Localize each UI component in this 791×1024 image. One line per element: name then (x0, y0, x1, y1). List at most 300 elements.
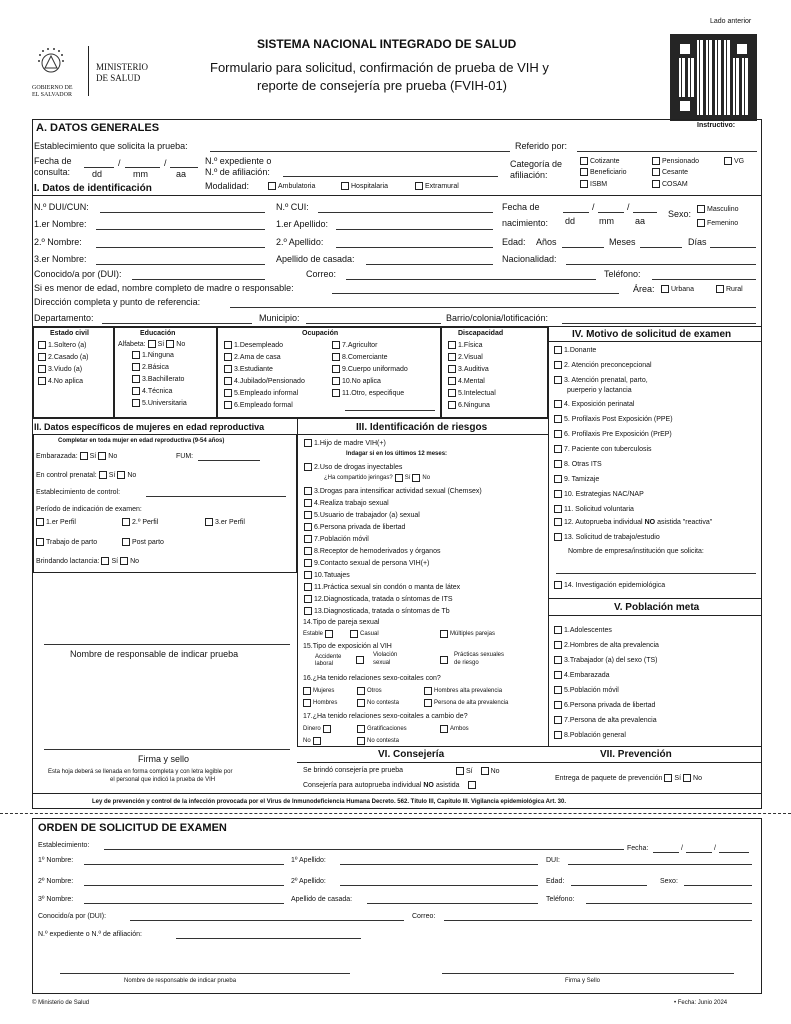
post-parto-checkbox[interactable] (122, 538, 130, 546)
nombre3-field[interactable] (96, 264, 265, 265)
disc-2-checkbox[interactable] (448, 353, 456, 361)
section-v-title: V. Población meta (614, 602, 700, 613)
casado-checkbox[interactable] (38, 353, 46, 361)
orden-sexo-label: Sexo: (660, 878, 678, 885)
ambos-label: Ambos (450, 726, 469, 732)
riesgo-15-label: 15.Tipo de exposición al VIH (303, 643, 392, 650)
referido-field[interactable] (577, 151, 757, 152)
riesgo-4-label: 6.Persona privada de libertad (314, 523, 406, 531)
disc-1-checkbox[interactable] (448, 341, 456, 349)
lactancia-no-label: No (130, 557, 140, 565)
gov-label: GOBIERNO DE (32, 85, 73, 91)
viudo-label: 3.Viudo (a) (48, 365, 83, 373)
lactancia-si-checkbox[interactable] (101, 557, 109, 565)
embarazada-si-checkbox[interactable] (80, 452, 88, 460)
poblacion-1-checkbox[interactable] (554, 626, 562, 634)
noc2-checkbox[interactable] (357, 737, 365, 745)
poblacion-5-checkbox[interactable] (554, 686, 562, 694)
riesgo-10-checkbox[interactable] (304, 595, 312, 603)
orden-nombre2-field[interactable] (84, 885, 284, 886)
noc2-label: No contesta (367, 738, 400, 744)
casada-label: Apellido de casada: (276, 254, 355, 264)
orden-apellido1-field[interactable] (340, 864, 538, 865)
nocontesta-checkbox[interactable] (357, 699, 365, 707)
motivo-10-checkbox[interactable] (554, 490, 562, 498)
orden-nombre1-field[interactable] (84, 864, 284, 865)
autoprueba-checkbox[interactable] (468, 781, 476, 789)
perfil1-label: 1.er Perfil (46, 518, 76, 526)
beneficiario-checkbox[interactable] (580, 168, 588, 176)
autoprueba-no: NO (423, 781, 434, 789)
hospitalaria-label: Hospitalaria (351, 182, 388, 190)
multiples-checkbox[interactable] (440, 630, 448, 638)
femenino-checkbox[interactable] (697, 219, 705, 227)
lactancia-no-checkbox[interactable] (120, 557, 128, 565)
poblacion-8-label: 8.Población general (564, 731, 626, 739)
hombres-label: Hombres (313, 700, 338, 706)
dinero-checkbox[interactable] (323, 725, 331, 733)
perfil2-checkbox[interactable] (122, 518, 130, 526)
pensionado-label: Pensionado (662, 157, 699, 165)
slash: / (714, 845, 716, 852)
motivo-9-label: 9. Tamizaje (564, 475, 600, 483)
control-label: En control prenatal: (36, 471, 97, 479)
vg-checkbox[interactable] (724, 157, 732, 165)
nombre1-label: 1.er Nombre: (34, 219, 87, 229)
slash: / (118, 158, 121, 168)
jeringas-si-checkbox[interactable] (395, 474, 403, 482)
trabajo-parto-checkbox[interactable] (36, 538, 44, 546)
ocup-1-checkbox[interactable] (224, 341, 232, 349)
consejeria-no-checkbox[interactable] (481, 767, 489, 775)
motivo-11-label: 11. Solicitud voluntaria (564, 505, 634, 513)
menor-field[interactable] (332, 293, 619, 294)
dd-hint: dd (92, 169, 103, 179)
slash: / (681, 845, 683, 852)
slash: / (627, 202, 630, 212)
violacion-label: Violación (373, 652, 398, 658)
accidente-checkbox[interactable] (356, 656, 364, 664)
masculino-checkbox[interactable] (697, 205, 705, 213)
motivo-12-no: NO (644, 518, 656, 526)
poblacion-2-checkbox[interactable] (554, 641, 562, 649)
orden-telefono-label: Teléfono: (546, 896, 575, 903)
nocontesta-label: No contesta (367, 700, 400, 706)
fum-label: FUM: (176, 453, 194, 460)
no-aplica-civil-label: 4.No aplica (48, 377, 84, 385)
orden-dui-field[interactable] (568, 864, 752, 865)
riesgo-3-label: 5.Usuario de trabajador (a) sexual (314, 511, 420, 519)
pap-checkbox[interactable] (424, 699, 432, 707)
mm-hint: mm (599, 216, 614, 226)
poblacion-4-checkbox[interactable] (554, 671, 562, 679)
consulta-aa-field[interactable] (170, 167, 198, 168)
riesgo-8-checkbox[interactable] (304, 571, 312, 579)
orden-responsable-label: Nombre de responsable de indicar prueba (124, 978, 237, 984)
edu-tecnica-label: 4.Técnica (142, 387, 173, 395)
page-side-note: Lado anterior (710, 18, 752, 25)
fnac-mm-field[interactable] (598, 212, 624, 213)
ocup-1-label: 1.Desempleado (234, 341, 284, 349)
lactancia-si-label: Sí (111, 557, 119, 565)
apellido1-field[interactable] (336, 229, 493, 230)
motivo-2-checkbox[interactable] (554, 361, 562, 369)
alfabeta-si-checkbox[interactable] (148, 340, 156, 348)
orden-fecha-dd[interactable] (653, 852, 679, 853)
conocido-label: Conocido/a por (DUI): (34, 269, 122, 279)
firma-field[interactable] (44, 749, 290, 750)
riesgo-2-label: 4.Realiza trabajo sexual (314, 499, 389, 507)
jeringas-no-checkbox[interactable] (412, 474, 420, 482)
prevencion-no-checkbox[interactable] (683, 774, 691, 782)
alfabeta-no-checkbox[interactable] (166, 340, 174, 348)
hap-checkbox[interactable] (424, 687, 432, 695)
meses-label: Meses (609, 237, 636, 247)
anos-field[interactable] (562, 247, 604, 248)
consejeria-no-label: No (490, 767, 500, 775)
cosam-label: COSAM (662, 180, 688, 188)
cosam-checkbox[interactable] (652, 180, 660, 188)
riesgo-8-label: 10.Tatuajes (314, 571, 350, 579)
cotizante-label: Cotizante (590, 157, 620, 165)
masculino-label: Masculino (707, 205, 739, 213)
ambulatoria-checkbox[interactable] (268, 182, 276, 190)
orden-nombre3-field[interactable] (84, 903, 284, 904)
nombre2-label: 2.º Nombre: (34, 237, 82, 247)
ocup-2-checkbox[interactable] (224, 353, 232, 361)
cui-field[interactable] (318, 212, 493, 213)
expediente-label: N.º expediente o (205, 156, 272, 166)
establecimiento-field[interactable] (210, 151, 510, 152)
poblacion-3-checkbox[interactable] (554, 656, 562, 664)
edu-tecnica-checkbox[interactable] (132, 387, 140, 395)
ocup-4-checkbox[interactable] (224, 377, 232, 385)
riesgo-14-label: 14.Tipo de pareja sexual (303, 619, 380, 626)
ocup-2-label: 2.Ama de casa (234, 353, 281, 361)
estab-control-field[interactable] (146, 496, 286, 497)
cesante-label: Cesante (662, 168, 689, 176)
isbm-checkbox[interactable] (580, 180, 588, 188)
ocup-10-checkbox[interactable] (332, 377, 340, 385)
nacionalidad-label: Nacionalidad: (502, 254, 557, 264)
telefono-field[interactable] (652, 279, 756, 280)
control-no-label: No (127, 471, 137, 479)
motivo-8-checkbox[interactable] (554, 460, 562, 468)
disc-6-checkbox[interactable] (448, 401, 456, 409)
motivo-13-label: 13. Solicitud de trabajo/estudio (564, 533, 660, 541)
poblacion-8-checkbox[interactable] (554, 731, 562, 739)
footer-copyright: © Ministerio de Salud (32, 1000, 90, 1006)
jeringas-si-label: Sí (404, 475, 411, 481)
empresa-field[interactable] (556, 573, 756, 574)
orden-responsable-field[interactable] (60, 973, 350, 974)
orden-correo-label: Correo: (412, 913, 436, 920)
municipio-field[interactable] (306, 323, 441, 324)
control-si-checkbox[interactable] (99, 471, 107, 479)
conocido-field[interactable] (132, 279, 265, 280)
mujeres-label: Mujeres (313, 688, 335, 694)
riesgo-10-label: 12.Diagnosticada, tratada o síntomas de ITS (314, 595, 453, 603)
orden-fecha-mm[interactable] (686, 852, 712, 853)
disc-3-checkbox[interactable] (448, 365, 456, 373)
estable-checkbox[interactable] (325, 630, 333, 638)
fecha-consulta-label-2: consulta: (34, 167, 71, 177)
cesante-checkbox[interactable] (652, 168, 660, 176)
riesgo-9-label: 11.Práctica sexual sin condón o manta de látex (314, 583, 461, 591)
referido-label: Referido por: (515, 141, 568, 151)
disc-6-label: 6.Ninguna (458, 401, 490, 409)
grat-checkbox[interactable] (357, 725, 365, 733)
accidente-label: Accidente (315, 654, 342, 660)
motivo-4-label: 4. Exposición perinatal (564, 400, 635, 408)
cotizante-checkbox[interactable] (580, 157, 588, 165)
riesgo-6-checkbox[interactable] (304, 547, 312, 555)
orden-fecha-label: Fecha: (627, 845, 649, 852)
apellido1-label: 1.er Apellido: (276, 219, 329, 229)
edu-basica-checkbox[interactable] (132, 363, 140, 371)
perfil3-checkbox[interactable] (205, 518, 213, 526)
grat-label: Gratificaciones (367, 726, 407, 732)
orden-telefono-field[interactable] (586, 903, 752, 904)
riesgo-1-label: 1.Hijo de madre VIH(+) (314, 439, 386, 447)
ocup-7-label: 7.Agricultor (342, 341, 378, 349)
ocup-3-checkbox[interactable] (224, 365, 232, 373)
riesgo-11-checkbox[interactable] (304, 607, 312, 615)
ocup-7-checkbox[interactable] (332, 341, 340, 349)
edu-bachillerato-label: 3.Bachillerato (142, 375, 185, 383)
motivo-5-checkbox[interactable] (554, 415, 562, 423)
pensionado-checkbox[interactable] (652, 157, 660, 165)
dias-field[interactable] (710, 247, 756, 248)
categoria-label: Categoría de (510, 159, 563, 169)
motivo-13-checkbox[interactable] (554, 533, 562, 541)
cui-label: N.º CUI: (276, 202, 309, 212)
post-parto-label: Post parto (132, 538, 164, 546)
soltero-label: 1.Soltero (a) (48, 341, 87, 349)
prevencion-si-checkbox[interactable] (664, 774, 672, 782)
riesgo-7-checkbox[interactable] (304, 559, 312, 567)
nacionalidad-field[interactable] (566, 264, 756, 265)
apellido2-field[interactable] (336, 247, 493, 248)
responsable-label: Nombre de responsable de indicar prueba (70, 649, 239, 659)
fnac-aa-field[interactable] (633, 212, 657, 213)
riesgo-6-label: 8.Receptor de hemoderivados y órganos (314, 547, 441, 555)
fnac-dd-field[interactable] (563, 212, 589, 213)
motivo-9-checkbox[interactable] (554, 475, 562, 483)
hospitalaria-checkbox[interactable] (341, 182, 349, 190)
orden-firma-field[interactable] (442, 973, 734, 974)
pap-label: Persona de alta prevalencia (434, 700, 509, 706)
edu-universitaria-checkbox[interactable] (132, 399, 140, 407)
motivo-5-label: 5. Profilaxis Post Exposición (PPE) (564, 415, 673, 423)
motivo-3-label: 3. Atención prenatal, parto, (564, 376, 648, 384)
lactancia-label: Brindando lactancia: (36, 557, 100, 565)
nombre2-field[interactable] (96, 247, 265, 248)
dui-label: N.º DUI/CUN: (34, 202, 89, 212)
ambos-checkbox[interactable] (440, 725, 448, 733)
edu-ninguna-checkbox[interactable] (132, 351, 140, 359)
otros-label: Otros (367, 688, 382, 694)
orden-conocido-label: Conocido/a por (DUI): (38, 913, 107, 920)
aa-hint: aa (176, 169, 187, 179)
orden-estab-field[interactable] (104, 849, 624, 850)
orden-nombre1-label: 1º Nombre: (38, 857, 74, 864)
riesgo-3-checkbox[interactable] (304, 511, 312, 519)
orden-fecha-aa[interactable] (719, 852, 749, 853)
prevencion-si-label: Sí (674, 774, 682, 782)
consejeria-label: Se brindó consejería pre prueba (303, 767, 404, 774)
section-vii-title: VII. Prevención (600, 749, 672, 760)
nota-label-2: el personal que indicó la prueba de VIH (110, 777, 216, 783)
ocup-11-checkbox[interactable] (332, 389, 340, 397)
no2-checkbox[interactable] (313, 737, 321, 745)
section-vi-title: VI. Consejería (378, 749, 445, 760)
poblacion-6-checkbox[interactable] (554, 701, 562, 709)
motivo-7-checkbox[interactable] (554, 445, 562, 453)
orden-correo-field[interactable] (444, 920, 752, 921)
perfil1-checkbox[interactable] (36, 518, 44, 526)
rural-label: Rural (726, 285, 743, 293)
riesgo-17-label: 17.¿Ha tenido relaciones sexo-coitales a cambio de? (303, 713, 468, 720)
section-i-title: I. Datos de identificación (34, 183, 152, 194)
riesgo-5-label: 7.Población móvil (314, 535, 369, 543)
poblacion-7-checkbox[interactable] (554, 716, 562, 724)
casada-field[interactable] (366, 264, 493, 265)
slash: / (592, 202, 595, 212)
poblacion-5-label: 5.Población móvil (564, 686, 619, 694)
section-iii-title: III. Identificación de riesgos (356, 422, 488, 433)
mujeres-checkbox[interactable] (303, 687, 311, 695)
dui-field[interactable] (100, 212, 265, 213)
periodo-label: Período de indicación de examen: (36, 506, 142, 513)
practicas-label: Prácticas sexuales (454, 652, 505, 658)
consulta-dd-field[interactable] (84, 167, 114, 168)
nota-label: Esta hoja deberá se llenada en forma completa y con letra legible por (48, 769, 233, 775)
motivo-2-label: 2. Atención preconcepcional (564, 361, 652, 369)
orden-apellido2-label: 2º Apellido: (291, 878, 326, 885)
hombres-checkbox[interactable] (303, 699, 311, 707)
ministry-label: MINISTERIO (96, 62, 148, 72)
sexo-label: Sexo: (668, 209, 692, 219)
responsable-field[interactable] (44, 644, 290, 645)
ocup-6-label: 6.Empleado formal (234, 401, 293, 409)
indagar-label: Indagar si en los últimos 12 meses: (346, 451, 448, 457)
motivo-11-checkbox[interactable] (554, 505, 562, 513)
disc-5-checkbox[interactable] (448, 389, 456, 397)
motivo-6-label: 6. Profilaxis Pre Exposición (PrEP) (564, 430, 672, 438)
edu-ninguna-label: 1.Ninguna (142, 351, 174, 359)
riesgo-5-checkbox[interactable] (304, 535, 312, 543)
motivo-12-checkbox[interactable] (554, 518, 562, 526)
departamento-field[interactable] (102, 323, 252, 324)
riesgo-2-checkbox[interactable] (304, 499, 312, 507)
motivo-3-checkbox[interactable] (554, 376, 562, 384)
otros-checkbox[interactable] (357, 687, 365, 695)
extramural-checkbox[interactable] (415, 182, 423, 190)
orden-expediente-field[interactable] (176, 938, 361, 939)
casual-checkbox[interactable] (350, 630, 358, 638)
riesgo-2-checkbox[interactable] (304, 463, 312, 471)
riesgo-9-checkbox[interactable] (304, 583, 312, 591)
edu-bachillerato-checkbox[interactable] (132, 375, 140, 383)
orden-sexo-field[interactable] (684, 885, 752, 886)
embarazada-label: Embarazada: (36, 452, 78, 460)
poblacion-1-label: 1.Adolescentes (564, 626, 612, 634)
orden-conocido-field[interactable] (130, 920, 404, 921)
rural-checkbox[interactable] (716, 285, 724, 293)
viudo-checkbox[interactable] (38, 365, 46, 373)
embarazada-no-checkbox[interactable] (98, 452, 106, 460)
firma-label: Firma y sello (138, 754, 190, 764)
urbana-checkbox[interactable] (661, 285, 669, 293)
section-iv-title: IV. Motivo de solicitud de examen (572, 329, 732, 340)
ocup-9-checkbox[interactable] (332, 365, 340, 373)
consejeria-si-label: Sí (466, 767, 473, 775)
no-aplica-civil-checkbox[interactable] (38, 377, 46, 385)
section-ii-title: II. Datos específicos de mujeres en edad reproductiva (34, 422, 265, 432)
ocup-8-checkbox[interactable] (332, 353, 340, 361)
orden-nombre3-label: 3º Nombre: (38, 896, 74, 903)
riesgo-1-checkbox[interactable] (304, 487, 312, 495)
orden-apellido2-field[interactable] (340, 885, 538, 886)
perfil2-label: 2.º Perfil (132, 518, 159, 526)
ocup-6-checkbox[interactable] (224, 401, 232, 409)
violacion-label-2: sexual (373, 660, 391, 666)
area-label: Área: (633, 284, 655, 294)
control-si-label: Sí (108, 471, 116, 479)
meses-field[interactable] (640, 247, 682, 248)
ocup-otro-field[interactable] (345, 410, 435, 411)
practicas-label-2: de riesgo (454, 660, 479, 666)
motivo-4-checkbox[interactable] (554, 400, 562, 408)
femenino-label: Femenino (707, 219, 739, 227)
barrio-field[interactable] (562, 323, 756, 324)
fecha-consulta-label: Fecha de (34, 156, 72, 166)
riesgo-4-checkbox[interactable] (304, 523, 312, 531)
consulta-mm-field[interactable] (125, 167, 160, 168)
slash: / (164, 158, 167, 168)
disc-4-checkbox[interactable] (448, 377, 456, 385)
motivo-1-checkbox[interactable] (554, 346, 562, 354)
orden-casada-field[interactable] (367, 903, 538, 904)
ocup-10-label: 10.No aplica (342, 377, 381, 385)
consejeria-si-checkbox[interactable] (456, 767, 464, 775)
educacion-title: Educación (140, 330, 176, 337)
motivo-6-checkbox[interactable] (554, 430, 562, 438)
correo-field[interactable] (346, 279, 596, 280)
nombre3-label: 3.er Nombre: (34, 254, 87, 264)
direccion-field[interactable] (230, 307, 756, 308)
direccion-label: Dirección completa y punto de referencia: (34, 297, 201, 307)
jeringas-no-label: No (422, 475, 431, 481)
riesgo-1-checkbox[interactable] (304, 439, 312, 447)
gov-label-2: EL SALVADOR (32, 92, 72, 98)
beneficiario-label: Beneficiario (590, 168, 627, 176)
disc-2-label: 2.Visual (458, 353, 483, 361)
prevencion-no-label: No (693, 774, 702, 782)
control-no-checkbox[interactable] (117, 471, 125, 479)
municipio-label: Municipio: (259, 313, 300, 323)
orden-edad-field[interactable] (571, 885, 647, 886)
expediente-field[interactable] (283, 176, 498, 177)
ocup-5-checkbox[interactable] (224, 389, 232, 397)
nombre1-field[interactable] (96, 229, 265, 230)
fum-field[interactable] (198, 460, 260, 461)
motivo-14-checkbox[interactable] (554, 581, 562, 589)
mm-hint: mm (133, 169, 148, 179)
practicas-checkbox[interactable] (440, 656, 448, 664)
soltero-checkbox[interactable] (38, 341, 46, 349)
